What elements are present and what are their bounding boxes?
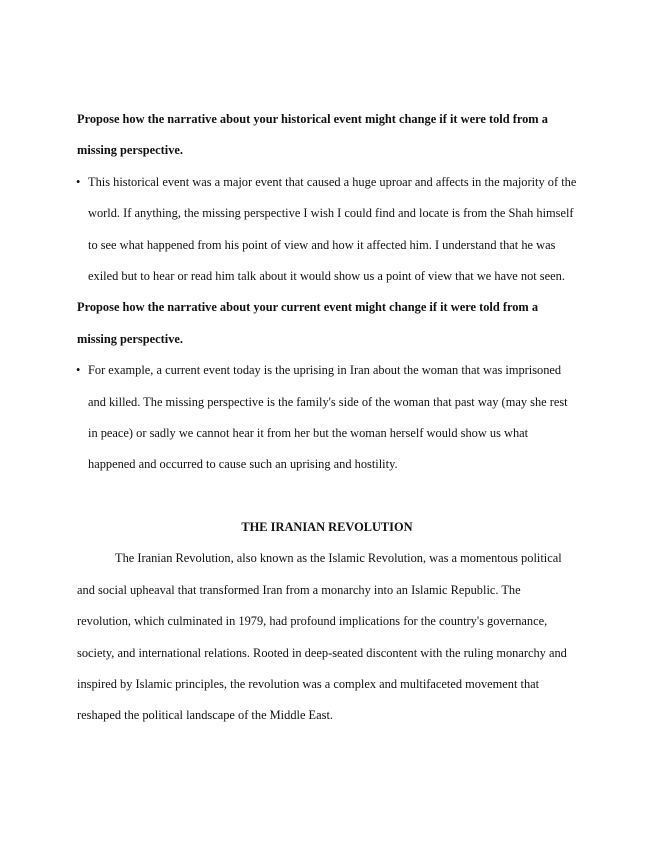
answer-historical: This historical event was a major event that caused a huge uproar and affects in the majority of the world. If anything, the missing perspective I wish I could find and locate is from the Shah himself to see what happened from his point of view and how it affected him. I understand that he was exiled but to hear or read him talk about it would show us a point of view that we have not seen.: [88, 174, 577, 284]
bullet-icon: •: [76, 363, 81, 378]
bullet-icon: •: [76, 174, 81, 189]
blank-line: [77, 481, 577, 512]
question-heading-historical: Propose how the narrative about your historical event might change if it were told from a missing perspective.: [77, 112, 548, 158]
bullet-item-historical: [77, 167, 577, 293]
question-heading-current: Propose how the narrative about your current event might change if it were told from a missing perspective.: [77, 300, 539, 346]
section-title: THE IRANIAN REVOLUTION: [241, 519, 413, 534]
document-body: [77, 104, 577, 732]
body-paragraph: The Iranian Revolution, also known as the Islamic Revolution, was a momentous political and social upheaval that transformed Iran from a monarchy into an Islamic Republic. The revolution, which culminated in 1979, had profound implications for the country's governance, society, and international relations. Rooted in deep-seated discontent with the ruling monarchy and inspired by Islamic principles, the revolution was a complex and multifaceted movement that reshaped the political landscape of the Middle East.: [77, 551, 567, 723]
answer-current: For example, a current event today is the uprising in Iran about the woman that was imprisoned and killed. The missing perspective is the family's side of the woman that past way (may she rest in peace) or sadly we cannot hear it from her but the woman herself would show us what happened and occurred to cause such an uprising and hostility.: [88, 363, 568, 472]
bullet-item-current: [77, 355, 577, 481]
